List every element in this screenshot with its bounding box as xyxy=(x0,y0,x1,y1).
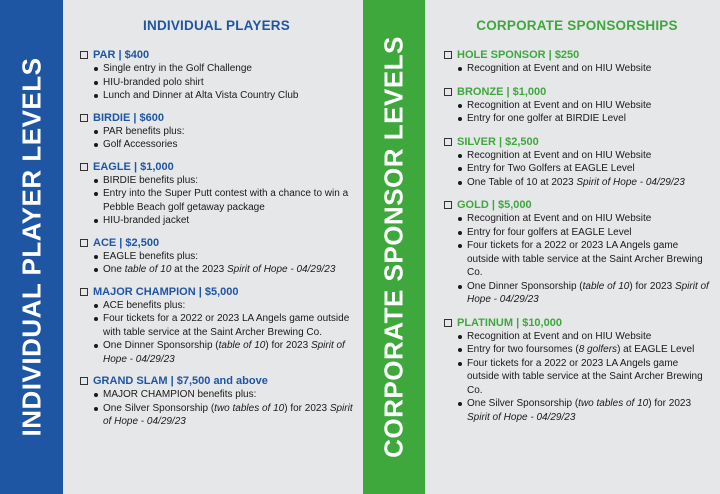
benefit-item: Entry for four golfers at EAGLE Level xyxy=(456,226,710,240)
benefit-item: One Silver Sponsorship (two tables of 10) for 2023 Spirit of Hope - 04/29/23 xyxy=(456,397,710,424)
corporate-tier-header xyxy=(444,198,710,212)
benefit-item: EAGLE benefits plus: xyxy=(92,250,353,264)
corporate-tier-title: SILVER | $2,500 xyxy=(457,135,539,148)
corporate-tier-title: GOLD | $5,000 xyxy=(457,199,532,211)
corporate-side-band xyxy=(363,0,425,494)
benefit-item: HIU-branded jacket xyxy=(92,214,353,228)
checkbox-icon xyxy=(80,288,88,296)
benefit-item: Recognition at Event and on HIU Website xyxy=(456,212,710,226)
benefit-item: One table of 10 at the 2023 Spirit of Hope - 04/29/23 xyxy=(92,263,353,277)
corporate-tier-header xyxy=(444,316,710,330)
benefit-item: Entry for Two Golfers at EAGLE Level xyxy=(456,162,710,176)
corporate-benefit-list xyxy=(444,149,710,190)
individual-benefit-list xyxy=(80,250,353,277)
individual-heading: INDIVIDUAL PLAYERS xyxy=(143,18,290,33)
benefit-item: Entry for one golfer at BIRDIE Level xyxy=(456,112,710,126)
benefit-item: Golf Accessories xyxy=(92,138,353,152)
corporate-tier-title: BRONZE | $1,000 xyxy=(457,85,547,98)
individual-side-title: INDIVIDUAL PLAYER LEVELS xyxy=(16,57,46,437)
individual-tier-title: EAGLE | $1,000 xyxy=(93,160,174,173)
individual-tier xyxy=(80,374,353,429)
benefit-item: Recognition at Event and on HIU Website xyxy=(456,62,710,76)
corporate-tier xyxy=(444,316,710,425)
individual-tier-title: BIRDIE | $600 xyxy=(93,111,164,124)
corporate-side-title: CORPORATE SPONSOR LEVELS xyxy=(378,36,409,458)
corporate-tier-header xyxy=(444,85,710,99)
individual-tier-title: GRAND SLAM | $7,500 and above xyxy=(93,375,268,387)
benefit-item: PAR benefits plus: xyxy=(92,125,353,139)
benefit-item: Entry for two foursomes (8 golfers) at EAGLE Level xyxy=(456,343,710,357)
benefit-item: HIU-branded polo shirt xyxy=(92,76,353,90)
corporate-benefit-list xyxy=(444,99,710,126)
individual-tier-header xyxy=(80,160,353,174)
individual-tier xyxy=(80,111,353,152)
corporate-benefit-list xyxy=(444,62,710,76)
individual-tier-header xyxy=(80,285,353,299)
corporate-benefit-list xyxy=(444,212,710,307)
individual-panel xyxy=(63,0,363,494)
corporate-tier-header xyxy=(444,135,710,149)
checkbox-icon xyxy=(80,163,88,171)
checkbox-icon xyxy=(444,51,452,59)
individual-side-band xyxy=(0,0,63,494)
individual-tier xyxy=(80,160,353,228)
benefit-item: Entry into the Super Putt contest with a chance to win a Pebble Beach golf getaway package xyxy=(92,187,353,214)
checkbox-icon xyxy=(80,377,88,385)
individual-benefit-list xyxy=(80,174,353,228)
individual-tier-header xyxy=(80,236,353,250)
benefit-item: Recognition at Event and on HIU Website xyxy=(456,149,710,163)
individual-benefit-list xyxy=(80,125,353,152)
individual-tier-list xyxy=(80,48,353,429)
benefit-item: BIRDIE benefits plus: xyxy=(92,174,353,188)
checkbox-icon xyxy=(444,88,452,96)
corporate-panel xyxy=(425,0,720,494)
benefit-item: Four tickets for a 2022 or 2023 LA Angels game outside with table service at the Saint Archer Brewing Co. xyxy=(456,357,710,398)
corporate-benefit-list xyxy=(444,330,710,425)
checkbox-icon xyxy=(80,239,88,247)
individual-tier xyxy=(80,48,353,103)
corporate-tier xyxy=(444,135,710,190)
benefit-item: One Dinner Sponsorship (table of 10) for 2023 Spirit of Hope - 04/29/23 xyxy=(92,339,353,366)
checkbox-icon xyxy=(80,114,88,122)
checkbox-icon xyxy=(444,138,452,146)
corporate-tier-title: PLATINUM | $10,000 xyxy=(457,316,562,329)
checkbox-icon xyxy=(444,201,452,209)
benefit-item: Single entry in the Golf Challenge xyxy=(92,62,353,76)
corporate-tier-list xyxy=(444,48,710,424)
corporate-tier-header xyxy=(444,48,710,62)
corporate-heading: CORPORATE SPONSORSHIPS xyxy=(476,18,678,33)
benefit-item: One Dinner Sponsorship (table of 10) for 2023 Spirit of Hope - 04/29/23 xyxy=(456,280,710,307)
individual-benefit-list xyxy=(80,299,353,367)
individual-tier-header xyxy=(80,111,353,125)
benefit-item: MAJOR CHAMPION benefits plus: xyxy=(92,388,353,402)
individual-tier xyxy=(80,285,353,367)
checkbox-icon xyxy=(444,319,452,327)
corporate-tier xyxy=(444,198,710,307)
individual-benefit-list xyxy=(80,388,353,429)
individual-tier-title: MAJOR CHAMPION | $5,000 xyxy=(93,285,239,298)
individual-tier-title: PAR | $400 xyxy=(93,49,150,61)
individual-tier xyxy=(80,236,353,277)
individual-tier-header xyxy=(80,48,353,62)
individual-tier-title: ACE | $2,500 xyxy=(93,236,160,249)
benefit-item: One Table of 10 at 2023 Spirit of Hope - 04/29/23 xyxy=(456,176,710,190)
benefit-item: Recognition at Event and on HIU Website xyxy=(456,99,710,113)
benefit-item: Four tickets for a 2022 or 2023 LA Angels game outside with table service at the Saint Archer Brewing Co. xyxy=(456,239,710,280)
corporate-tier xyxy=(444,48,710,76)
checkbox-icon xyxy=(80,51,88,59)
corporate-tier xyxy=(444,85,710,126)
benefit-item: ACE benefits plus: xyxy=(92,299,353,313)
individual-benefit-list xyxy=(80,62,353,103)
benefit-item: Lunch and Dinner at Alta Vista Country Club xyxy=(92,89,353,103)
benefit-item: One Silver Sponsorship (two tables of 10) for 2023 Spirit of Hope - 04/29/23 xyxy=(92,402,353,429)
corporate-tier-title: HOLE SPONSOR | $250 xyxy=(457,49,580,61)
individual-tier-header xyxy=(80,374,353,388)
benefit-item: Four tickets for a 2022 or 2023 LA Angels game outside with table service at the Saint Archer Brewing Co. xyxy=(92,312,353,339)
benefit-item: Recognition at Event and on HIU Website xyxy=(456,330,710,344)
